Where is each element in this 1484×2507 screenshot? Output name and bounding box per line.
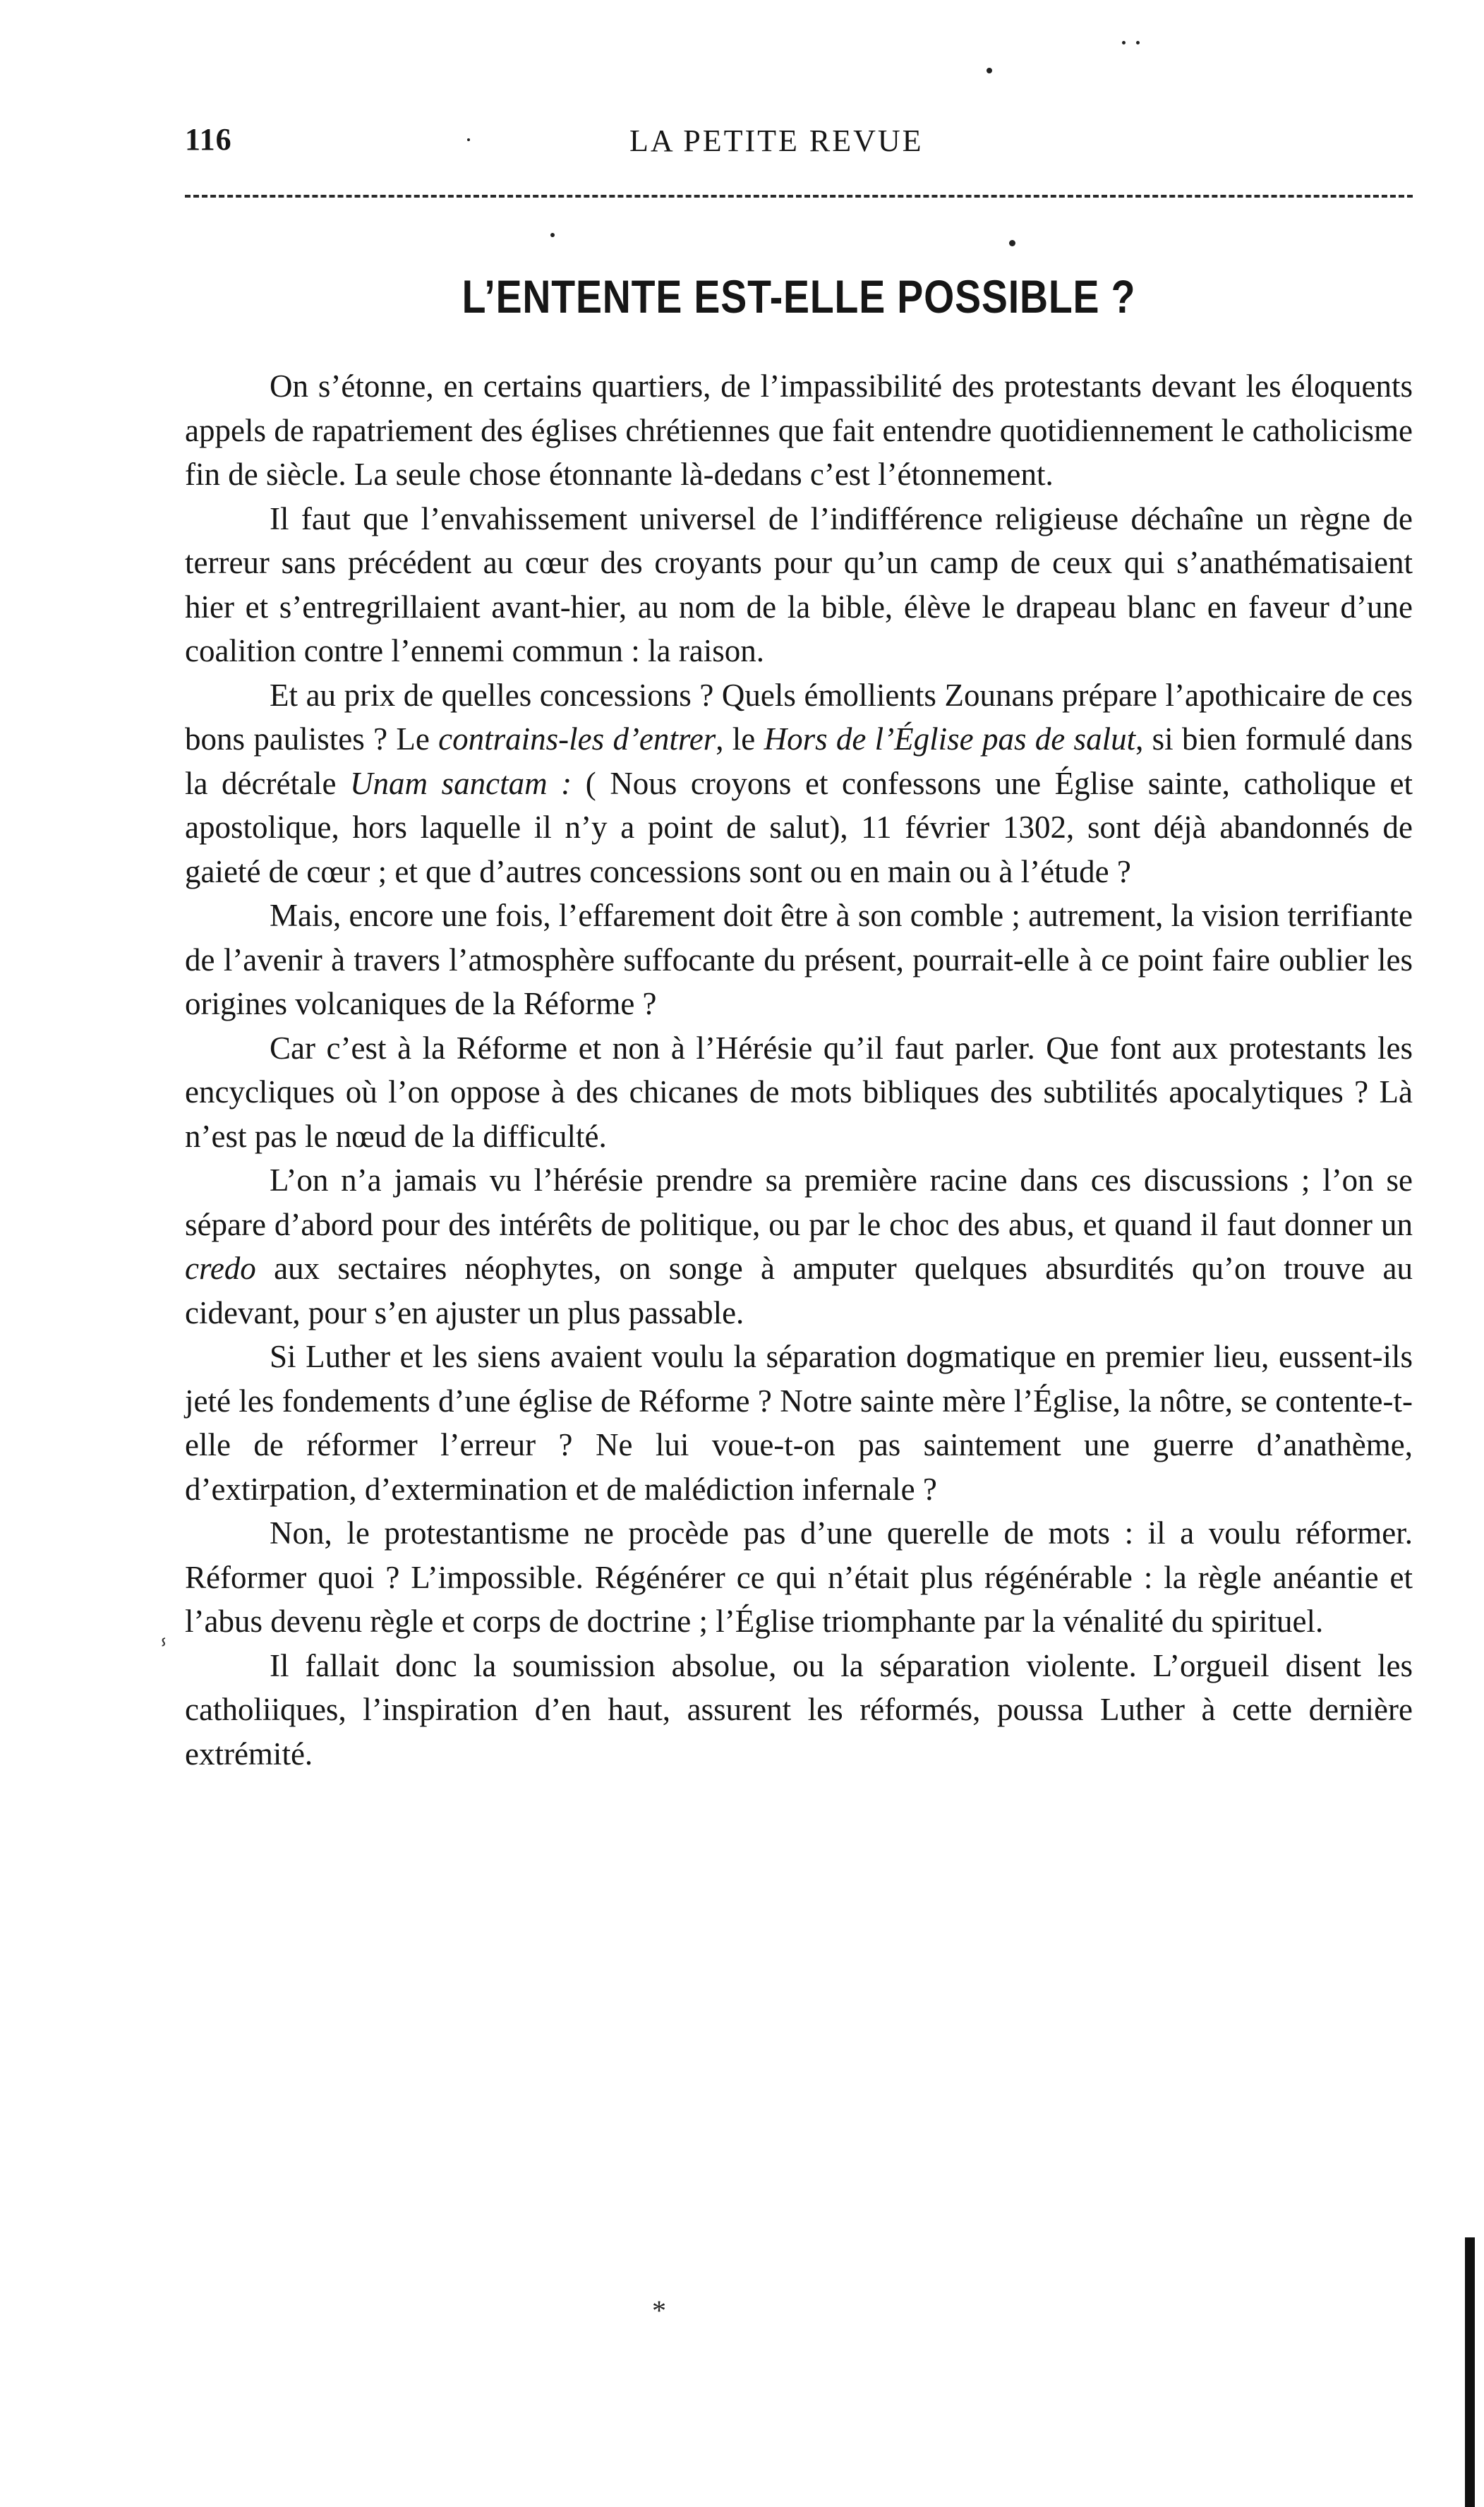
text-run: Si Luther et les siens avaient voulu la séparation dogmatique en premier lieu, eussent-ils jeté les fondements d’une église de Réforme ? Notre sainte mère l’Église, la nôtre, se contente-t-elle de réformer l’erreur ? Ne lui voue-t-on pas saintement une guerre d’anathème, d’extirpation, d’extermination et de malédiction infernale ? bbox=[185, 1339, 1413, 1507]
scan-speck bbox=[550, 233, 555, 237]
paragraph bbox=[185, 1511, 1413, 1644]
paragraph bbox=[185, 1335, 1413, 1511]
footer-mark: * bbox=[652, 2295, 666, 2326]
page-edge-shadow bbox=[1465, 2237, 1475, 2507]
italic-phrase: credo bbox=[185, 1251, 256, 1286]
paragraph bbox=[185, 1158, 1413, 1335]
scan-speck bbox=[1122, 41, 1126, 44]
paragraph bbox=[185, 497, 1413, 673]
paragraph bbox=[185, 894, 1413, 1026]
page-header bbox=[185, 121, 1413, 171]
text-run: Et au prix de quelles concessions ? Quels émollients Zounans prépare l’apothicaire de ces bons paulistes ? Le bbox=[185, 677, 1413, 757]
text-run: ( Nous croyons et confessons une Église sainte, catholique et apostolique, hors laquelle il n’y a point de salut), 11 février 1302, sont déjà abandonnés de gaieté de cœur ; et que d’autres concessions sont ou en main ou à l’étude ? bbox=[185, 765, 1413, 889]
text-run: L’on n’a jamais vu l’hérésie prendre sa première racine dans ces discussions ; l’on se sépare d’abord pour des intérêts de politique, ou par le choc des abus, et quand il faut donner un bbox=[185, 1162, 1413, 1242]
text-run: , le bbox=[716, 721, 764, 757]
scan-speck bbox=[987, 68, 992, 73]
text-run: , si bien formulé dans la décrétale bbox=[185, 721, 1413, 801]
text-run: Car c’est à la Réforme et non à l’Hérésie qu’il faut parler. Que font aux protestants les encycliques où l’on oppose à des chicanes de mots bibliques des subtilités apocalytiques ? Là n’est pas le nœud de la difficulté. bbox=[185, 1030, 1413, 1154]
paragraph bbox=[185, 673, 1413, 894]
italic-phrase: Unam sanctam : bbox=[350, 765, 572, 801]
scan-speck bbox=[1009, 240, 1015, 246]
paragraph bbox=[185, 364, 1413, 497]
italic-phrase: contrains-les d’entrer bbox=[438, 721, 716, 757]
margin-mark: ⸯ bbox=[157, 1641, 171, 1667]
paragraph bbox=[185, 1026, 1413, 1159]
running-title: LA PETITE REVUE bbox=[629, 124, 924, 158]
text-run: aux sectaires néophytes, on songe à amputer quelques absurdités qu’on trouve au cidevant, pour s’en ajuster un plus passable. bbox=[185, 1251, 1413, 1330]
article-title: L’ENTENTE EST-ELLE POSSIBLE ? bbox=[462, 270, 1136, 323]
page-number: 116 bbox=[185, 122, 232, 157]
text-run: Il faut que l’envahissement universel de l’indifférence religieuse déchaîne un règne de terreur sans précédent au cœur des croyants pour qu’un camp de ceux qui s’anathématisaient hier et s’entregrillaient avant-hier, au nom de la bible, élève le drapeau blanc en faveur d’une coalition contre l’ennemi commun : la raison. bbox=[185, 500, 1413, 668]
italic-phrase: Hors de l’Église pas de salut bbox=[764, 721, 1136, 757]
text-run: Il fallait donc la soumission absolue, ou la séparation violente. L’orgueil disent les catholiiques, l’inspiration d’en haut, assurent les réformés, poussa Luther à cette dernière extrémité. bbox=[185, 1647, 1413, 1772]
paragraph bbox=[185, 1644, 1413, 1776]
header-rule bbox=[185, 195, 1413, 198]
text-run: On s’étonne, en certains quartiers, de l’impassibilité des protestants devant les éloquents appels de rapatriement des églises chrétiennes que fait entendre quotidiennement le catholicisme fin de siècle. La seule chose étonnante là-dedans c’est l’étonnement. bbox=[185, 368, 1413, 492]
article-body bbox=[185, 364, 1413, 1776]
text-run: Mais, encore une fois, l’effarement doit être à son comble ; autrement, la vision terrifiante de l’avenir à travers l’atmosphère suffocante du présent, pourrait-elle à ce point faire oublier les origines volcaniques de la Réforme ? bbox=[185, 898, 1413, 1021]
text-run: Non, le protestantisme ne procède pas d’une querelle de mots : il a voulu réformer. Réformer quoi ? L’impossible. Régénérer ce qui n’était plus régénérable : la règle anéantie et l’abus devenu règle et corps de doctrine ; l’Église triomphante par la vénalité du spirituel. bbox=[185, 1515, 1413, 1639]
scan-speck bbox=[1136, 41, 1140, 44]
